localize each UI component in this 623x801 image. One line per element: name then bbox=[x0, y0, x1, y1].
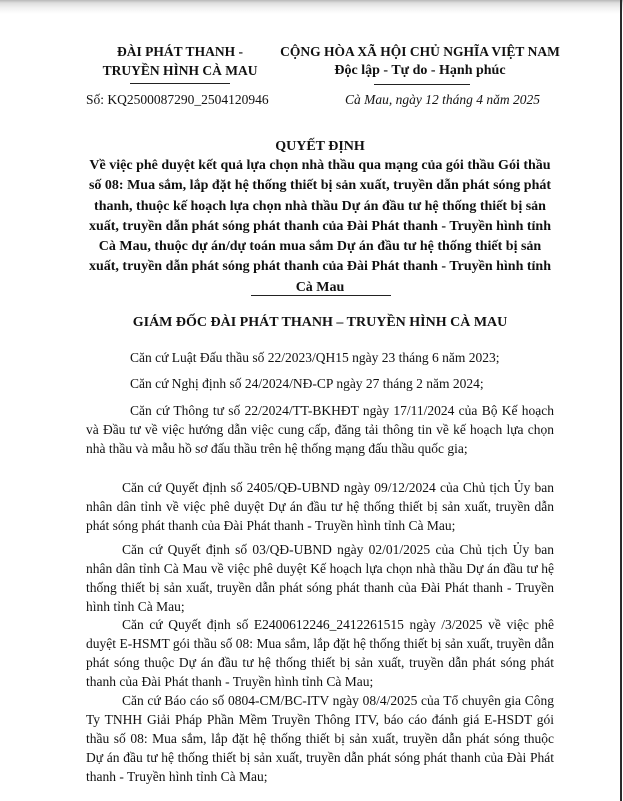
national-header bbox=[275, 42, 565, 80]
legal-basis-5: Căn cứ Quyết định số 03/QĐ-UBND ngày 02/01/2025 của Chủ tịch Ủy ban nhân dân tỉnh Cà Mau về việc phê duyệt Kế hoạch lựa chọn nhà thầu Dự án đầu tư hệ thống thiết bị sản xuất, truyền dẫn phát sóng phát thanh của Đài Phát thanh - Truyền hình tỉnh Cà Mau; bbox=[86, 542, 554, 614]
agency-underline bbox=[130, 83, 230, 84]
nation-title: CỘNG HÒA XÃ HỘI CHỦ NGHĨA VIỆT NAM bbox=[280, 44, 560, 59]
document-title: QUYẾT ĐỊNH bbox=[275, 139, 365, 154]
national-motto: Độc lập - Tự do - Hạnh phúc bbox=[334, 63, 506, 78]
document-number: Số: KQ2500087290_2504120946 bbox=[86, 92, 269, 107]
agency-name-line2: TRUYỀN HÌNH CÀ MAU bbox=[102, 63, 258, 78]
legal-basis-6: Căn cứ Quyết định số E2400612246_2412261515 ngày /3/2025 về việc phê duyệt E-HSMT gói thầu số 08: Mua sắm, lắp đặt hệ thống thiết bị sản xuất, truyền dẫn phát sóng thuộc Dự án đầu tư hệ thống thiết bị sản xuất, truyền dẫn phát sóng phát thanh của Đài Phát thanh - Truyền hình tỉnh Cà Mau; bbox=[86, 617, 554, 689]
agency-name-line1: ĐÀI PHÁT THANH - bbox=[117, 44, 243, 59]
legal-basis-1: Căn cứ Luật Đấu thầu số 22/2023/QH15 ngày 23 tháng 6 năm 2023; bbox=[130, 350, 500, 365]
issuing-authority: GIÁM ĐỐC ĐÀI PHÁT THANH – TRUYỀN HÌNH CÀ MAU bbox=[132, 315, 508, 330]
legal-basis-3: Căn cứ Thông tư số 22/2024/TT-BKHĐT ngày 17/11/2024 của Bộ Kế hoạch và Đầu tư về việc hướng dẫn việc cung cấp, đăng tải thông tin về kế hoạch lựa chọn nhà thầu và mẫu hồ sơ đấu thầu trên hệ thống mạng đấu thầu quốc gia; bbox=[86, 403, 554, 456]
legal-basis-4: Căn cứ Quyết định số 2405/QĐ-UBND ngày 09/12/2024 của Chủ tịch Ủy ban nhân dân tỉnh về việc phê duyệt Dự án đầu tư hệ thống thiết bị sản xuất, truyền dẫn phát sóng phát thanh của Đài Phát thanh - Truyền hình tỉnh Cà Mau; bbox=[86, 480, 554, 533]
legal-basis-7: Căn cứ Báo cáo số 0804-CM/BC-ITV ngày 08/4/2025 của Tổ chuyên gia Công Ty TNHH Giải Pháp Phần Mềm Truyền Thông ITV, báo cáo đánh giá E-HSDT gói thầu số 08: Mua sắm, lắp đặt hệ thống thiết bị sản xuất, truyền dẫn phát sóng thuộc Dự án đầu tư hệ thống thiết bị sản xuất, truyền dẫn phát sóng phát thanh của Đài Phát thanh - Truyền hình tỉnh Cà Mau; bbox=[86, 693, 554, 784]
motto-underline bbox=[374, 84, 470, 85]
agency-header bbox=[80, 42, 280, 80]
subject-underline bbox=[251, 295, 391, 296]
document-date: Cà Mau, ngày 12 tháng 4 năm 2025 bbox=[345, 92, 540, 107]
legal-basis-2: Căn cứ Nghị định số 24/2024/NĐ-CP ngày 27 tháng 2 năm 2024; bbox=[130, 376, 484, 391]
document-subject: Về việc phê duyệt kết quả lựa chọn nhà thầu qua mạng của gói thầu Gói thầu số 08: Mua sắm, lắp đặt hệ thống thiết bị sản xuất, truyền dẫn phát sóng phát thanh, thuộc kế hoạch lựa chọn nhà thầu Dự án đầu tư hệ thống thiết bị sản xuất, truyền dẫn phát sóng phát thanh của Đài Phát thanh - Truyền hình tỉnh Cà Mau, thuộc dự án/dự toán mua sắm Dự án đầu tư hệ thống thiết bị sản xuất, truyền dẫn phát sóng phát thanh của Đài Phát thanh - Truyền hình tỉnh Cà Mau bbox=[88, 158, 552, 295]
